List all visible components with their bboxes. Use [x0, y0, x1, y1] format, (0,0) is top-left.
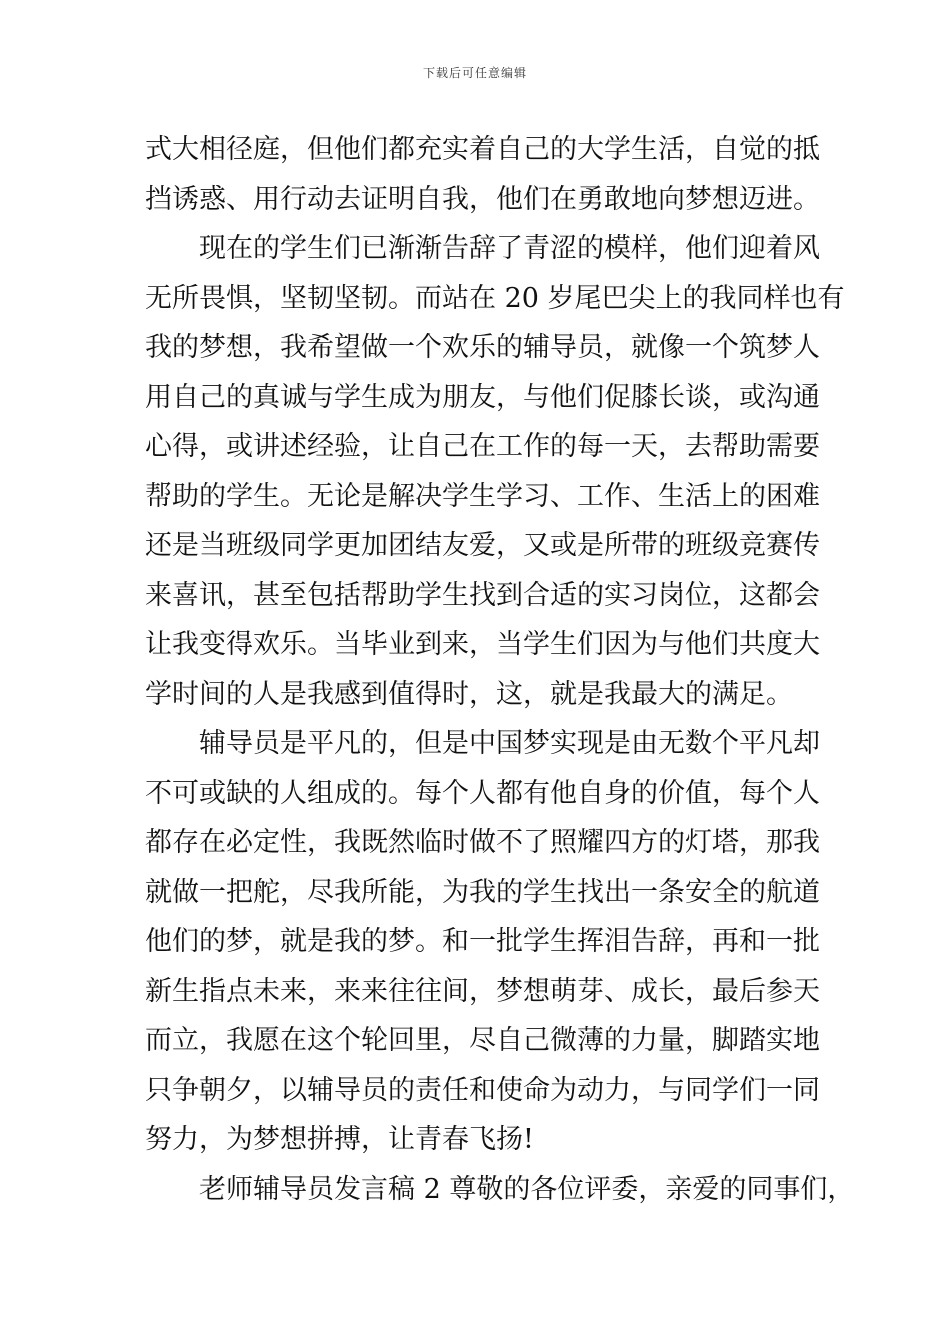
- text-line: 学时间的人是我感到值得时，这，就是我最大的满足。: [145, 678, 793, 710]
- text-line: 式大相径庭，但他们都充实着自己的大学生活，自觉的抵: [145, 134, 820, 165]
- text-line: 让我变得欢乐。当毕业到来，当学生们因为与他们共度大: [145, 629, 820, 660]
- header-note: 下载后可任意编辑: [422, 66, 527, 80]
- text-line: 努力，为梦想拼搏，让青春飞扬!: [145, 1124, 534, 1155]
- text-line: 我的梦想，我希望做一个欢乐的辅导员，就像一个筑梦人: [145, 332, 820, 363]
- text-line: 来喜讯，甚至包括帮助学生找到合适的实习岗位，这都会: [145, 579, 820, 611]
- text-line: 无所畏惧，坚韧坚韧。而站在 20 岁尾巴尖上的我同样也有: [145, 282, 845, 314]
- text-line: 辅导员是平凡的，但是中国梦实现是由无数个平凡却: [199, 728, 820, 759]
- text-line: 老师辅导员发言稿 2 尊敬的各位评委，亲爱的同事们，: [199, 1173, 855, 1205]
- document-body: [145, 125, 855, 1214]
- text-line: 还是当班级同学更加团结友爱，又或是所带的班级竞赛传: [145, 530, 820, 561]
- text-line: 都存在必定性，我既然临时做不了照耀四方的灯塔，那我: [145, 827, 820, 858]
- text-line: 不可或缺的人组成的。每个人都有他自身的价值，每个人: [145, 777, 820, 809]
- text-line: 而立，我愿在这个轮回里，尽自己微薄的力量，脚踏实地: [145, 1025, 820, 1056]
- text-line: 用自己的真诚与学生成为朋友，与他们促膝长谈，或沟通: [145, 381, 820, 413]
- text-line: 帮助的学生。无论是解决学生学习、工作、生活上的困难: [145, 480, 820, 512]
- text-line: 就做一把舵，尽我所能，为我的学生找出一条安全的航道: [145, 876, 820, 908]
- text-line: 挡诱惑、用行动去证明自我，他们在勇敢地向梦想迈进。: [145, 183, 820, 215]
- text-line: 新生指点未来，来来往往间，梦想萌芽、成长，最后参天: [145, 975, 820, 1007]
- text-line: 他们的梦，就是我的梦。和一批学生挥泪告辞，再和一批: [145, 926, 820, 957]
- text-line: 只争朝夕，以辅导员的责任和使命为动力，与同学们一同: [145, 1074, 820, 1106]
- text-line: 现在的学生们已渐渐告辞了青涩的模样，他们迎着风: [199, 233, 820, 264]
- text-line: 心得，或讲述经验，让自己在工作的每一天，去帮助需要: [145, 431, 820, 462]
